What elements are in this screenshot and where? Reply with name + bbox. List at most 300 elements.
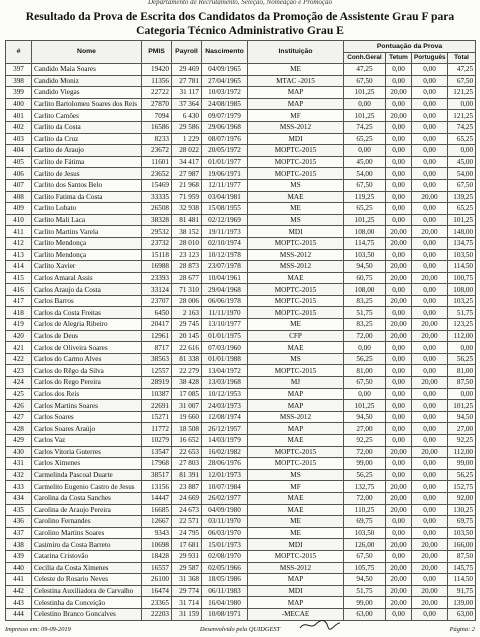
birth-date-cell: 19/11/1973 [202, 226, 248, 238]
institution-cell: MOPTC-2015 [248, 168, 344, 180]
pmis-cell: 9343 [142, 527, 172, 539]
score-portuguese-cell: 20,00 [412, 272, 448, 284]
score-general-cell: 83,25 [344, 295, 386, 307]
score-total-cell: 87,50 [448, 377, 476, 389]
candidate-name-cell: Carolina da Costa Sanches [32, 492, 142, 504]
institution-cell: -MECAE [248, 608, 344, 620]
score-general-cell: 81,00 [344, 365, 386, 377]
pmis-cell: 26508 [142, 203, 172, 215]
birth-date-cell: 15/08/1955 [202, 203, 248, 215]
table-row [6, 110, 476, 122]
score-portuguese-cell: 0,00 [412, 203, 448, 215]
score-general-cell: 99,00 [344, 458, 386, 470]
row-number-cell: 443 [6, 597, 32, 609]
score-portuguese-cell: 0,00 [412, 249, 448, 261]
score-tetum-cell: 0,00 [386, 469, 412, 481]
birth-date-cell: 28/06/1976 [202, 458, 248, 470]
score-tetum-cell: 0,00 [386, 156, 412, 168]
row-number-cell: 441 [6, 574, 32, 586]
score-portuguese-cell: 0,00 [412, 400, 448, 412]
score-tetum-cell: 20,00 [386, 330, 412, 342]
table-row [6, 214, 476, 226]
score-general-cell: 94,50 [344, 261, 386, 273]
candidate-name-cell: Carlos da Costa Freitas [32, 307, 142, 319]
pmis-cell: 16988 [142, 261, 172, 273]
row-number-cell: 428 [6, 423, 32, 435]
candidate-name-cell: Carlos Amaral Assis [32, 272, 142, 284]
score-portuguese-cell: 0,00 [412, 110, 448, 122]
institution-cell: MAE [248, 342, 344, 354]
pmis-cell: 23707 [142, 295, 172, 307]
pmis-cell: 15271 [142, 411, 172, 423]
birth-date-cell: 23/07/1978 [202, 261, 248, 273]
row-number-cell: 410 [6, 214, 32, 226]
row-number-cell: 401 [6, 110, 32, 122]
score-total-cell: 134,75 [448, 237, 476, 249]
score-total-cell: 100,75 [448, 272, 476, 284]
score-general-cell: 99,00 [344, 597, 386, 609]
score-total-cell: 121,25 [448, 110, 476, 122]
score-tetum-cell: 20,00 [386, 226, 412, 238]
score-portuguese-cell: 20,00 [412, 539, 448, 551]
score-total-cell: 74,25 [448, 121, 476, 133]
birth-date-cell: 11/11/1970 [202, 307, 248, 319]
pmis-cell: 11601 [142, 156, 172, 168]
score-total-cell: 101,25 [448, 400, 476, 412]
payroll-cell: 38 428 [172, 377, 202, 389]
payroll-cell: 24 673 [172, 504, 202, 516]
score-portuguese-cell: 0,00 [412, 237, 448, 249]
table-row [6, 377, 476, 389]
birth-date-cell: 08/07/1976 [202, 133, 248, 145]
col-name: Nome [32, 41, 142, 64]
row-number-cell: 412 [6, 237, 32, 249]
candidate-name-cell: Casimiro da Costa Barreto [32, 539, 142, 551]
table-row [6, 319, 476, 331]
institution-cell: MSS-2012 [248, 121, 344, 133]
row-number-cell: 415 [6, 272, 32, 284]
birth-date-cell: 03/04/1981 [202, 191, 248, 203]
institution-cell: MF [248, 481, 344, 493]
institution-cell: MOPTC-2015 [248, 365, 344, 377]
payroll-cell: 19 660 [172, 411, 202, 423]
score-portuguese-cell: 0,00 [412, 504, 448, 516]
score-portuguese-cell: 0,00 [412, 145, 448, 157]
institution-cell: MOPTC-2015 [248, 550, 344, 562]
score-total-cell: 0,00 [448, 98, 476, 110]
score-total-cell: 51,75 [448, 307, 476, 319]
score-general-cell: 65,25 [344, 203, 386, 215]
payroll-cell: 31 117 [172, 87, 202, 99]
score-tetum-cell: 0,00 [386, 550, 412, 562]
score-general-cell: 67,50 [344, 377, 386, 389]
payroll-cell: 22 571 [172, 516, 202, 528]
table-row [6, 574, 476, 586]
score-portuguese-cell: 20,00 [412, 377, 448, 389]
score-general-cell: 83,25 [344, 319, 386, 331]
col-group-score: Pontuação da Prova [344, 41, 476, 53]
row-number-cell: 439 [6, 550, 32, 562]
row-number-cell: 440 [6, 562, 32, 574]
score-tetum-cell: 0,00 [386, 214, 412, 226]
pmis-cell: 12557 [142, 365, 172, 377]
score-portuguese-cell: 0,00 [412, 492, 448, 504]
score-portuguese-cell: 0,00 [412, 608, 448, 620]
institution-cell: MS [248, 469, 344, 481]
table-row [6, 168, 476, 180]
candidate-name-cell: Carlos de Alegria Ribeiro [32, 319, 142, 331]
row-number-cell: 430 [6, 446, 32, 458]
payroll-cell: 29 586 [172, 121, 202, 133]
score-tetum-cell: 0,00 [386, 191, 412, 203]
row-number-cell: 400 [6, 98, 32, 110]
score-total-cell: 56,25 [448, 353, 476, 365]
score-portuguese-cell: 0,00 [412, 179, 448, 191]
pmis-cell: 8233 [142, 133, 172, 145]
institution-cell: MOPTC-2015 [248, 295, 344, 307]
table-row [6, 307, 476, 319]
table-row [6, 249, 476, 261]
score-total-cell: 67,50 [448, 179, 476, 191]
score-total-cell: 114,50 [448, 574, 476, 586]
score-general-cell: 108,00 [344, 226, 386, 238]
candidate-name-cell: Candido Moniz [32, 75, 142, 87]
score-general-cell: 51,75 [344, 585, 386, 597]
table-row [6, 342, 476, 354]
payroll-cell: 16 652 [172, 435, 202, 447]
score-total-cell: 112,00 [448, 446, 476, 458]
table-row [6, 133, 476, 145]
institution-cell: MDI [248, 226, 344, 238]
row-number-cell: 429 [6, 435, 32, 447]
row-number-cell: 432 [6, 469, 32, 481]
score-general-cell: 72,00 [344, 446, 386, 458]
score-tetum-cell: 0,00 [386, 75, 412, 87]
score-total-cell: 91,75 [448, 585, 476, 597]
score-tetum-cell: 0,00 [386, 133, 412, 145]
score-tetum-cell: 20,00 [386, 237, 412, 249]
score-tetum-cell: 0,00 [386, 98, 412, 110]
score-total-cell: 65,25 [448, 133, 476, 145]
score-total-cell: 121,25 [448, 87, 476, 99]
score-tetum-cell: 20,00 [386, 87, 412, 99]
pmis-cell: 16474 [142, 585, 172, 597]
page-title [0, 10, 480, 38]
score-portuguese-cell: 0,00 [412, 261, 448, 273]
row-number-cell: 425 [6, 388, 32, 400]
score-general-cell: 72,00 [344, 492, 386, 504]
birth-date-cell: 12/01/1973 [202, 469, 248, 481]
table-row [6, 585, 476, 597]
score-total-cell: 45,00 [448, 156, 476, 168]
col-payroll: Payroll [172, 41, 202, 64]
pmis-cell: 26100 [142, 574, 172, 586]
birth-date-cell: 02/10/1974 [202, 237, 248, 249]
developer-credit: Desenvolvido pela QUIDGEST [199, 626, 281, 633]
score-portuguese-cell: 20,00 [412, 585, 448, 597]
score-total-cell: 92,25 [448, 435, 476, 447]
candidate-name-cell: Carlito de Fátima [32, 156, 142, 168]
score-general-cell: 132,75 [344, 481, 386, 493]
score-total-cell: 0,00 [448, 145, 476, 157]
payroll-cell: 27 803 [172, 458, 202, 470]
institution-cell: MOPTC-2015 [248, 284, 344, 296]
score-total-cell: 166,00 [448, 539, 476, 551]
score-total-cell: 139,00 [448, 597, 476, 609]
payroll-cell: 17 085 [172, 388, 202, 400]
score-general-cell: 74,25 [344, 121, 386, 133]
score-portuguese-cell: 0,00 [412, 516, 448, 528]
payroll-cell: 1 229 [172, 133, 202, 145]
institution-cell: MAP [248, 574, 344, 586]
institution-cell: MOPTC-2015 [248, 458, 344, 470]
row-number-cell: 422 [6, 353, 32, 365]
table-row [6, 226, 476, 238]
payroll-cell: 20 145 [172, 330, 202, 342]
table-row [6, 330, 476, 342]
score-general-cell: 67,50 [344, 550, 386, 562]
birth-date-cell: 10/12/1953 [202, 388, 248, 400]
candidate-name-cell: Celestino Branco Goncalves [32, 608, 142, 620]
score-tetum-cell: 0,00 [386, 527, 412, 539]
birth-date-cell: 15/01/1973 [202, 539, 248, 551]
birth-date-cell: 29/04/1968 [202, 284, 248, 296]
row-number-cell: 434 [6, 492, 32, 504]
institution-cell: MAP [248, 400, 344, 412]
table-row [6, 156, 476, 168]
score-total-cell: 56,25 [448, 469, 476, 481]
candidate-name-cell: Carlos Vaz [32, 435, 142, 447]
candidate-name-cell: Carlito Mali Laca [32, 214, 142, 226]
payroll-cell: 38 152 [172, 226, 202, 238]
score-tetum-cell: 0,00 [386, 145, 412, 157]
score-general-cell: 72,00 [344, 330, 386, 342]
score-total-cell: 103,50 [448, 527, 476, 539]
score-tetum-cell: 20,00 [386, 446, 412, 458]
table-row [6, 98, 476, 110]
institution-cell: MOPTC-2015 [248, 156, 344, 168]
row-number-cell: 407 [6, 179, 32, 191]
candidate-name-cell: Carlos de Deus [32, 330, 142, 342]
row-number-cell: 405 [6, 156, 32, 168]
row-number-cell: 406 [6, 168, 32, 180]
payroll-cell: 29 774 [172, 585, 202, 597]
score-tetum-cell: 0,00 [386, 400, 412, 412]
pmis-cell: 14447 [142, 492, 172, 504]
score-portuguese-cell: 0,00 [412, 423, 448, 435]
payroll-cell: 17 681 [172, 539, 202, 551]
pmis-cell: 7094 [142, 110, 172, 122]
table-row [6, 504, 476, 516]
row-number-cell: 419 [6, 319, 32, 331]
institution-cell: MS [248, 214, 344, 226]
institution-cell: MSS-2012 [248, 562, 344, 574]
institution-cell: ME [248, 527, 344, 539]
score-portuguese-cell: 0,00 [412, 527, 448, 539]
table-row [6, 388, 476, 400]
institution-cell: MSS-2012 [248, 249, 344, 261]
institution-cell: MS [248, 353, 344, 365]
table-row [6, 550, 476, 562]
birth-date-cell: 10/12/1978 [202, 249, 248, 261]
score-tetum-cell: 0,00 [386, 423, 412, 435]
candidate-name-cell: Celestina Auxiliadora de Carvalho [32, 585, 142, 597]
score-total-cell: 139,25 [448, 191, 476, 203]
score-tetum-cell: 20,00 [386, 261, 412, 273]
table-row [6, 481, 476, 493]
score-portuguese-cell: 20,00 [412, 191, 448, 203]
candidate-name-cell: Carlos Martins Soares [32, 400, 142, 412]
payroll-cell: 23 123 [172, 249, 202, 261]
score-tetum-cell: 20,00 [386, 272, 412, 284]
score-tetum-cell: 0,00 [386, 411, 412, 423]
score-portuguese-cell: 0,00 [412, 168, 448, 180]
candidate-name-cell: Carlos de Oliveira Soares [32, 342, 142, 354]
score-general-cell: 0,00 [344, 98, 386, 110]
institution-cell: MAP [248, 597, 344, 609]
score-total-cell: 81,00 [448, 365, 476, 377]
candidate-name-cell: Carmelinda Pascoal Duarte [32, 469, 142, 481]
birth-date-cell: 26/12/1957 [202, 423, 248, 435]
institution-cell: MS [248, 179, 344, 191]
birth-date-cell: 07/03/1960 [202, 342, 248, 354]
table-header [6, 41, 476, 64]
payroll-cell: 31 159 [172, 608, 202, 620]
pmis-cell: 29532 [142, 226, 172, 238]
birth-date-cell: 29/06/1968 [202, 121, 248, 133]
payroll-cell: 31 368 [172, 574, 202, 586]
score-portuguese-cell: 0,00 [412, 98, 448, 110]
birth-date-cell: 04/09/1980 [202, 504, 248, 516]
score-general-cell: 0,00 [344, 342, 386, 354]
score-portuguese-cell: 20,00 [412, 446, 448, 458]
score-portuguese-cell: 0,00 [412, 75, 448, 87]
birth-date-cell: 12/11/1977 [202, 179, 248, 191]
table-row [6, 284, 476, 296]
results-table-wrapper [5, 40, 475, 621]
score-tetum-cell: 0,00 [386, 458, 412, 470]
pmis-cell: 16685 [142, 504, 172, 516]
birth-date-cell: 24/08/1985 [202, 98, 248, 110]
candidate-name-cell: Carlito dos Santos Belo [32, 179, 142, 191]
pmis-cell: 12961 [142, 330, 172, 342]
payroll-cell: 18 508 [172, 423, 202, 435]
institution-cell: MAP [248, 87, 344, 99]
row-number-cell: 397 [6, 64, 32, 76]
score-general-cell: 0,00 [344, 388, 386, 400]
score-portuguese-cell: 0,00 [412, 411, 448, 423]
pmis-cell: 23365 [142, 597, 172, 609]
candidate-name-cell: Carolina de Araujo Pereira [32, 504, 142, 516]
candidate-name-cell: Carlos Ximenes [32, 458, 142, 470]
row-number-cell: 435 [6, 504, 32, 516]
payroll-cell: 28 873 [172, 261, 202, 273]
birth-date-cell: 10/08/1971 [202, 608, 248, 620]
table-row [6, 191, 476, 203]
score-general-cell: 92,25 [344, 435, 386, 447]
row-number-cell: 421 [6, 342, 32, 354]
row-number-cell: 423 [6, 365, 32, 377]
score-tetum-cell: 0,00 [386, 64, 412, 76]
col-general-knowledge: Conh.Geral [344, 53, 386, 64]
score-general-cell: 101,25 [344, 214, 386, 226]
candidate-name-cell: Carlos do Carmo Alves [32, 353, 142, 365]
pmis-cell: 28919 [142, 377, 172, 389]
score-tetum-cell: 0,00 [386, 249, 412, 261]
table-row [6, 597, 476, 609]
printed-date: Impresso em: 09-09-2019 [5, 626, 71, 633]
candidate-name-cell: Carolino Fernandes [32, 516, 142, 528]
pmis-cell: 22722 [142, 87, 172, 99]
pmis-cell: 10698 [142, 539, 172, 551]
score-tetum-cell: 20,00 [386, 574, 412, 586]
table-row [6, 353, 476, 365]
payroll-cell: 29 587 [172, 562, 202, 574]
score-tetum-cell: 20,00 [386, 504, 412, 516]
score-portuguese-cell: 0,00 [412, 284, 448, 296]
row-number-cell: 411 [6, 226, 32, 238]
score-general-cell: 103,50 [344, 527, 386, 539]
table-row [6, 458, 476, 470]
row-number-cell: 413 [6, 249, 32, 261]
candidate-name-cell: Candido Viegas [32, 87, 142, 99]
candidate-name-cell: Celeste do Rosario Neves [32, 574, 142, 586]
institution-cell: MAP [248, 388, 344, 400]
table-row [6, 64, 476, 76]
score-tetum-cell: 0,00 [386, 342, 412, 354]
row-number-cell: 417 [6, 295, 32, 307]
score-portuguese-cell: 20,00 [412, 330, 448, 342]
payroll-cell: 81 391 [172, 469, 202, 481]
table-row [6, 295, 476, 307]
score-total-cell: 63,00 [448, 608, 476, 620]
score-tetum-cell: 0,00 [386, 388, 412, 400]
institution-cell: CFP [248, 330, 344, 342]
payroll-cell: 29 931 [172, 550, 202, 562]
score-tetum-cell: 0,00 [386, 435, 412, 447]
candidate-name-cell: Carlito Mendonça [32, 249, 142, 261]
row-number-cell: 404 [6, 145, 32, 157]
score-portuguese-cell: 0,00 [412, 87, 448, 99]
row-number-cell: 409 [6, 203, 32, 215]
birth-date-cell: 14/03/1979 [202, 435, 248, 447]
col-pmis: PMIS [142, 41, 172, 64]
table-row [6, 261, 476, 273]
table-row [6, 365, 476, 377]
score-total-cell: 27,00 [448, 423, 476, 435]
row-number-cell: 442 [6, 585, 32, 597]
birth-date-cell: 06/03/1970 [202, 527, 248, 539]
candidate-name-cell: Celestinha da Conceição [32, 597, 142, 609]
payroll-cell: 32 938 [172, 203, 202, 215]
score-general-cell: 94,50 [344, 411, 386, 423]
col-number: # [6, 41, 32, 64]
payroll-cell: 71 310 [172, 284, 202, 296]
score-general-cell: 101,25 [344, 110, 386, 122]
pmis-cell: 23393 [142, 272, 172, 284]
pmis-cell: 11772 [142, 423, 172, 435]
score-total-cell: 94,50 [448, 411, 476, 423]
birth-date-cell: 09/07/1979 [202, 110, 248, 122]
score-portuguese-cell: 0,00 [412, 214, 448, 226]
title-line-2: Categoria Técnico Administrativo Grau E [136, 24, 344, 37]
pmis-cell: 11356 [142, 75, 172, 87]
row-number-cell: 399 [6, 87, 32, 99]
score-tetum-cell: 20,00 [386, 295, 412, 307]
candidate-name-cell: Carlito Xavier [32, 261, 142, 273]
candidate-name-cell: Carlito Mendonça [32, 237, 142, 249]
score-tetum-cell: 20,00 [386, 539, 412, 551]
